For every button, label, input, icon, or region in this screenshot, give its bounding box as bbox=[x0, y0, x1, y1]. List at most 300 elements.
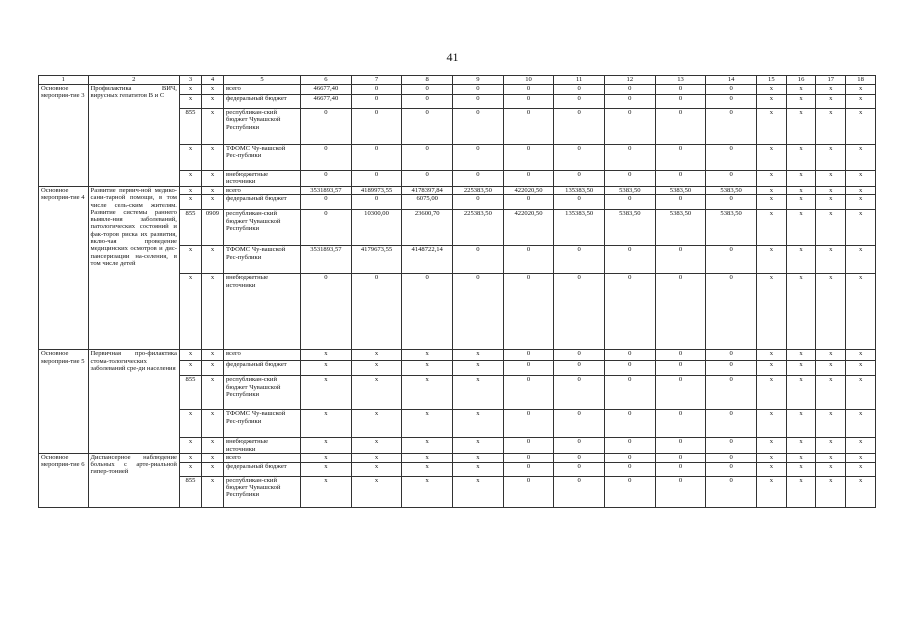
grbs-code: x bbox=[179, 195, 201, 210]
value-cell: 0 bbox=[554, 145, 605, 171]
value-cell: 0 bbox=[351, 145, 402, 171]
value-cell: 0 bbox=[655, 274, 706, 350]
value-cell: 0 bbox=[605, 476, 656, 507]
value-cell: 0 bbox=[554, 462, 605, 476]
value-cell: x bbox=[786, 410, 816, 438]
value-cell: x bbox=[351, 476, 402, 507]
value-cell: 0 bbox=[503, 195, 554, 210]
value-cell: 0 bbox=[706, 361, 757, 376]
grbs-code: 855 bbox=[179, 476, 201, 507]
value-cell: x bbox=[786, 95, 816, 109]
grbs-code: x bbox=[179, 361, 201, 376]
funding-source: ТФОМС Чу-вашской Рес-публики bbox=[223, 145, 300, 171]
value-cell: 0 bbox=[503, 410, 554, 438]
value-cell: 0 bbox=[503, 145, 554, 171]
value-cell: x bbox=[816, 210, 846, 246]
value-cell: x bbox=[756, 361, 786, 376]
value-cell: 0 bbox=[554, 171, 605, 187]
value-cell: 0 bbox=[706, 195, 757, 210]
value-cell: x bbox=[816, 453, 846, 462]
value-cell: x bbox=[786, 246, 816, 274]
header-row bbox=[39, 76, 876, 85]
value-cell: 5383,50 bbox=[706, 187, 757, 195]
measure-name: Основное мероприя-тие 3 bbox=[39, 85, 89, 187]
value-cell: 0 bbox=[453, 171, 504, 187]
value-cell: x bbox=[351, 361, 402, 376]
value-cell: 0 bbox=[453, 195, 504, 210]
value-cell: 6075,00 bbox=[402, 195, 453, 210]
value-cell: 0 bbox=[554, 95, 605, 109]
value-cell: 5383,50 bbox=[605, 187, 656, 195]
header-cell: 8 bbox=[402, 76, 453, 85]
measure-description: Первичная про-филактика стома-тологических заболеваний сре-ди населения bbox=[88, 350, 179, 454]
funding-source: федеральный бюджет bbox=[223, 95, 300, 109]
budget-table-container bbox=[38, 75, 876, 508]
section-code: x bbox=[201, 95, 223, 109]
value-cell: 0 bbox=[655, 476, 706, 507]
header-cell: 9 bbox=[453, 76, 504, 85]
header-cell: 7 bbox=[351, 76, 402, 85]
value-cell: x bbox=[756, 453, 786, 462]
value-cell: 0 bbox=[554, 85, 605, 95]
value-cell: 0 bbox=[605, 95, 656, 109]
grbs-code: x bbox=[179, 350, 201, 361]
value-cell: 0 bbox=[706, 350, 757, 361]
header-cell: 13 bbox=[655, 76, 706, 85]
value-cell: 0 bbox=[503, 376, 554, 410]
value-cell: 0 bbox=[605, 171, 656, 187]
value-cell: 0 bbox=[402, 274, 453, 350]
value-cell: 0 bbox=[554, 476, 605, 507]
value-cell: x bbox=[402, 462, 453, 476]
header-cell: 15 bbox=[756, 76, 786, 85]
section-code: x bbox=[201, 274, 223, 350]
value-cell: 0 bbox=[706, 246, 757, 274]
measure-name: Основное мероприя-тие 4 bbox=[39, 187, 89, 350]
value-cell: 4189973,55 bbox=[351, 187, 402, 195]
value-cell: 0 bbox=[655, 410, 706, 438]
header-cell: 12 bbox=[605, 76, 656, 85]
grbs-code: x bbox=[179, 453, 201, 462]
value-cell: x bbox=[351, 462, 402, 476]
value-cell: 0 bbox=[301, 195, 352, 210]
value-cell: x bbox=[846, 376, 876, 410]
funding-source: республикан-ский бюджет Чувашской Республики bbox=[223, 210, 300, 246]
budget-table-body bbox=[39, 76, 876, 508]
value-cell: x bbox=[786, 361, 816, 376]
value-cell: x bbox=[846, 453, 876, 462]
value-cell: x bbox=[453, 476, 504, 507]
value-cell: x bbox=[816, 109, 846, 145]
grbs-code: 855 bbox=[179, 376, 201, 410]
value-cell: 0 bbox=[453, 95, 504, 109]
value-cell: x bbox=[402, 350, 453, 361]
section-code: x bbox=[201, 462, 223, 476]
value-cell: 135383,50 bbox=[554, 210, 605, 246]
value-cell: x bbox=[846, 476, 876, 507]
value-cell: 0 bbox=[503, 95, 554, 109]
value-cell: 0 bbox=[605, 453, 656, 462]
value-cell: 0 bbox=[503, 109, 554, 145]
funding-source: федеральный бюджет bbox=[223, 462, 300, 476]
value-cell: x bbox=[351, 410, 402, 438]
funding-source: республикан-ский бюджет Чувашской Республики bbox=[223, 476, 300, 507]
section-code: 0909 bbox=[201, 210, 223, 246]
value-cell: x bbox=[756, 438, 786, 454]
value-cell: 0 bbox=[453, 274, 504, 350]
value-cell: 0 bbox=[706, 95, 757, 109]
value-cell: x bbox=[786, 462, 816, 476]
value-cell: 0 bbox=[605, 438, 656, 454]
value-cell: 0 bbox=[655, 85, 706, 95]
value-cell: 135383,50 bbox=[554, 187, 605, 195]
value-cell: x bbox=[816, 95, 846, 109]
value-cell: 0 bbox=[605, 145, 656, 171]
value-cell: 0 bbox=[655, 195, 706, 210]
value-cell: x bbox=[816, 410, 846, 438]
header-cell: 14 bbox=[706, 76, 757, 85]
measure-description: Профилактика ВИЧ, вирусных гепатитов В и С bbox=[88, 85, 179, 187]
value-cell: x bbox=[786, 476, 816, 507]
value-cell: x bbox=[301, 376, 352, 410]
funding-source: всего bbox=[223, 453, 300, 462]
value-cell: 0 bbox=[655, 246, 706, 274]
value-cell: 5383,50 bbox=[655, 187, 706, 195]
measure-description: Диспансерное наблюдение больных с арте-риальной гипер-тонией bbox=[88, 453, 179, 507]
value-cell: 0 bbox=[554, 438, 605, 454]
value-cell: 0 bbox=[554, 410, 605, 438]
value-cell: 0 bbox=[503, 246, 554, 274]
value-cell: x bbox=[816, 171, 846, 187]
value-cell: 3531893,57 bbox=[301, 187, 352, 195]
value-cell: x bbox=[846, 210, 876, 246]
value-cell: 0 bbox=[554, 361, 605, 376]
value-cell: 0 bbox=[554, 195, 605, 210]
value-cell: 0 bbox=[655, 376, 706, 410]
header-cell: 2 bbox=[88, 76, 179, 85]
value-cell: x bbox=[816, 85, 846, 95]
value-cell: 0 bbox=[351, 274, 402, 350]
value-cell: 0 bbox=[351, 109, 402, 145]
value-cell: 0 bbox=[605, 109, 656, 145]
value-cell: x bbox=[756, 410, 786, 438]
value-cell: 0 bbox=[605, 462, 656, 476]
funding-source: республикан-ский бюджет Чувашской Республики bbox=[223, 376, 300, 410]
value-cell: 0 bbox=[655, 109, 706, 145]
value-cell: x bbox=[816, 361, 846, 376]
value-cell: x bbox=[301, 438, 352, 454]
measure-name: Основное мероприя-тие 6 bbox=[39, 453, 89, 507]
value-cell: 5383,50 bbox=[655, 210, 706, 246]
value-cell: 0 bbox=[554, 453, 605, 462]
value-cell: 46677,40 bbox=[301, 95, 352, 109]
value-cell: 0 bbox=[655, 95, 706, 109]
value-cell: x bbox=[756, 246, 786, 274]
value-cell: 0 bbox=[605, 246, 656, 274]
value-cell: x bbox=[786, 453, 816, 462]
value-cell: x bbox=[756, 109, 786, 145]
value-cell: x bbox=[402, 438, 453, 454]
value-cell: 422020,50 bbox=[503, 210, 554, 246]
value-cell: x bbox=[301, 410, 352, 438]
value-cell: x bbox=[846, 187, 876, 195]
value-cell: x bbox=[846, 410, 876, 438]
section-code: x bbox=[201, 410, 223, 438]
grbs-code: x bbox=[179, 95, 201, 109]
value-cell: x bbox=[846, 171, 876, 187]
value-cell: 0 bbox=[402, 109, 453, 145]
funding-source: ТФОМС Чу-вашской Рес-публики bbox=[223, 246, 300, 274]
grbs-code: x bbox=[179, 145, 201, 171]
value-cell: 0 bbox=[605, 350, 656, 361]
value-cell: x bbox=[402, 476, 453, 507]
section-code: x bbox=[201, 438, 223, 454]
value-cell: 0 bbox=[503, 85, 554, 95]
funding-source: всего bbox=[223, 187, 300, 195]
value-cell: 0 bbox=[351, 85, 402, 95]
budget-table bbox=[38, 75, 876, 508]
header-cell: 1 bbox=[39, 76, 89, 85]
value-cell: x bbox=[756, 85, 786, 95]
value-cell: 0 bbox=[605, 361, 656, 376]
value-cell: 225383,50 bbox=[453, 187, 504, 195]
value-cell: x bbox=[786, 438, 816, 454]
value-cell: 0 bbox=[605, 274, 656, 350]
value-cell: 4178397,84 bbox=[402, 187, 453, 195]
header-cell: 16 bbox=[786, 76, 816, 85]
value-cell: 0 bbox=[351, 95, 402, 109]
value-cell: 225383,50 bbox=[453, 210, 504, 246]
value-cell: x bbox=[756, 376, 786, 410]
section-code: x bbox=[201, 85, 223, 95]
grbs-code: x bbox=[179, 410, 201, 438]
value-cell: x bbox=[816, 246, 846, 274]
value-cell: 0 bbox=[605, 410, 656, 438]
grbs-code: 855 bbox=[179, 109, 201, 145]
header-cell: 5 bbox=[223, 76, 300, 85]
value-cell: 0 bbox=[301, 210, 352, 246]
value-cell: 0 bbox=[402, 145, 453, 171]
value-cell: 4148722,14 bbox=[402, 246, 453, 274]
section-code: x bbox=[201, 246, 223, 274]
value-cell: 0 bbox=[554, 350, 605, 361]
value-cell: x bbox=[351, 376, 402, 410]
value-cell: 0 bbox=[706, 476, 757, 507]
header-cell: 6 bbox=[301, 76, 352, 85]
value-cell: x bbox=[786, 85, 816, 95]
value-cell: x bbox=[756, 95, 786, 109]
value-cell: 0 bbox=[706, 438, 757, 454]
value-cell: 0 bbox=[655, 453, 706, 462]
section-code: x bbox=[201, 476, 223, 507]
value-cell: x bbox=[786, 195, 816, 210]
value-cell: 0 bbox=[402, 95, 453, 109]
grbs-code: x bbox=[179, 246, 201, 274]
value-cell: 5383,50 bbox=[605, 210, 656, 246]
value-cell: 0 bbox=[503, 453, 554, 462]
value-cell: x bbox=[756, 210, 786, 246]
section-code: x bbox=[201, 350, 223, 361]
value-cell: 10300,00 bbox=[351, 210, 402, 246]
value-cell: 0 bbox=[706, 171, 757, 187]
table-row bbox=[39, 453, 876, 462]
value-cell: 0 bbox=[706, 462, 757, 476]
value-cell: 422020,50 bbox=[503, 187, 554, 195]
value-cell: 0 bbox=[605, 85, 656, 95]
section-code: x bbox=[201, 171, 223, 187]
value-cell: 0 bbox=[605, 376, 656, 410]
value-cell: 0 bbox=[301, 109, 352, 145]
value-cell: x bbox=[816, 438, 846, 454]
value-cell: 0 bbox=[503, 476, 554, 507]
value-cell: x bbox=[453, 361, 504, 376]
grbs-code: x bbox=[179, 274, 201, 350]
value-cell: x bbox=[301, 462, 352, 476]
value-cell: x bbox=[301, 453, 352, 462]
value-cell: 0 bbox=[503, 361, 554, 376]
value-cell: 0 bbox=[402, 85, 453, 95]
value-cell: x bbox=[816, 462, 846, 476]
header-cell: 11 bbox=[554, 76, 605, 85]
value-cell: 0 bbox=[503, 350, 554, 361]
value-cell: x bbox=[756, 187, 786, 195]
section-code: x bbox=[201, 361, 223, 376]
value-cell: x bbox=[301, 476, 352, 507]
value-cell: 0 bbox=[301, 274, 352, 350]
section-code: x bbox=[201, 145, 223, 171]
value-cell: x bbox=[816, 350, 846, 361]
value-cell: x bbox=[453, 453, 504, 462]
value-cell: x bbox=[846, 350, 876, 361]
value-cell: x bbox=[786, 210, 816, 246]
value-cell: 0 bbox=[554, 246, 605, 274]
funding-source: федеральный бюджет bbox=[223, 361, 300, 376]
value-cell: x bbox=[786, 274, 816, 350]
value-cell: x bbox=[846, 195, 876, 210]
value-cell: x bbox=[816, 476, 846, 507]
header-cell: 18 bbox=[846, 76, 876, 85]
value-cell: 0 bbox=[706, 376, 757, 410]
value-cell: x bbox=[846, 438, 876, 454]
value-cell: x bbox=[402, 376, 453, 410]
value-cell: x bbox=[786, 109, 816, 145]
value-cell: 0 bbox=[301, 171, 352, 187]
value-cell: x bbox=[453, 462, 504, 476]
value-cell: x bbox=[786, 350, 816, 361]
value-cell: 0 bbox=[554, 376, 605, 410]
measure-name: Основное мероприя-тие 5 bbox=[39, 350, 89, 454]
header-cell: 10 bbox=[503, 76, 554, 85]
value-cell: 0 bbox=[706, 410, 757, 438]
value-cell: 0 bbox=[554, 109, 605, 145]
header-cell: 3 bbox=[179, 76, 201, 85]
value-cell: x bbox=[453, 438, 504, 454]
value-cell: 0 bbox=[402, 171, 453, 187]
value-cell: x bbox=[846, 109, 876, 145]
value-cell: x bbox=[301, 350, 352, 361]
value-cell: x bbox=[846, 462, 876, 476]
value-cell: 46677,40 bbox=[301, 85, 352, 95]
grbs-code: x bbox=[179, 171, 201, 187]
section-code: x bbox=[201, 376, 223, 410]
grbs-code: x bbox=[179, 438, 201, 454]
value-cell: x bbox=[756, 145, 786, 171]
page-number: 41 bbox=[446, 50, 459, 64]
funding-source: внебюджетные источники bbox=[223, 438, 300, 454]
value-cell: 0 bbox=[453, 246, 504, 274]
measure-description: Развитие первич-ной медико-сани-тарной помощи, в том числе сель-ским жителям. Развитие системы раннего выявле-ния заболеваний, патологических состояний и фак-торов риска их развития, вклю-чая проведение медицинских осмотров и дис-пансеризации на-селения, в том числе детей bbox=[88, 187, 179, 350]
value-cell: x bbox=[351, 453, 402, 462]
value-cell: x bbox=[756, 274, 786, 350]
funding-source: внебюджетные источники bbox=[223, 274, 300, 350]
value-cell: 5383,50 bbox=[706, 210, 757, 246]
value-cell: x bbox=[402, 361, 453, 376]
value-cell: x bbox=[846, 95, 876, 109]
value-cell: x bbox=[816, 187, 846, 195]
value-cell: 0 bbox=[503, 274, 554, 350]
value-cell: x bbox=[756, 462, 786, 476]
header-cell: 17 bbox=[816, 76, 846, 85]
value-cell: 0 bbox=[655, 462, 706, 476]
value-cell: 0 bbox=[655, 361, 706, 376]
value-cell: x bbox=[402, 453, 453, 462]
value-cell: 0 bbox=[655, 145, 706, 171]
value-cell: 0 bbox=[453, 145, 504, 171]
value-cell: x bbox=[453, 376, 504, 410]
section-code: x bbox=[201, 109, 223, 145]
value-cell: 0 bbox=[706, 145, 757, 171]
value-cell: x bbox=[351, 350, 402, 361]
value-cell: x bbox=[786, 376, 816, 410]
value-cell: 0 bbox=[453, 85, 504, 95]
value-cell: x bbox=[351, 438, 402, 454]
value-cell: x bbox=[846, 145, 876, 171]
value-cell: 0 bbox=[706, 274, 757, 350]
value-cell: x bbox=[786, 171, 816, 187]
value-cell: x bbox=[786, 187, 816, 195]
value-cell: 0 bbox=[655, 350, 706, 361]
value-cell: 0 bbox=[554, 274, 605, 350]
value-cell: x bbox=[301, 361, 352, 376]
value-cell: x bbox=[756, 171, 786, 187]
value-cell: x bbox=[846, 361, 876, 376]
grbs-code: x bbox=[179, 187, 201, 195]
value-cell: x bbox=[816, 274, 846, 350]
value-cell: 0 bbox=[503, 462, 554, 476]
value-cell: x bbox=[816, 376, 846, 410]
value-cell: 0 bbox=[706, 85, 757, 95]
value-cell: 0 bbox=[453, 109, 504, 145]
funding-source: внебюджетные источники bbox=[223, 171, 300, 187]
section-code: x bbox=[201, 195, 223, 210]
value-cell: x bbox=[756, 476, 786, 507]
value-cell: 0 bbox=[503, 171, 554, 187]
value-cell: 0 bbox=[655, 438, 706, 454]
table-row bbox=[39, 85, 876, 95]
value-cell: x bbox=[453, 410, 504, 438]
funding-source: ТФОМС Чу-вашской Рес-публики bbox=[223, 410, 300, 438]
value-cell: x bbox=[846, 246, 876, 274]
funding-source: федеральный бюджет bbox=[223, 195, 300, 210]
value-cell: 3531893,57 bbox=[301, 246, 352, 274]
value-cell: 0 bbox=[301, 145, 352, 171]
header-cell: 4 bbox=[201, 76, 223, 85]
value-cell: 0 bbox=[706, 453, 757, 462]
funding-source: всего bbox=[223, 85, 300, 95]
table-row bbox=[39, 187, 876, 195]
value-cell: x bbox=[846, 274, 876, 350]
value-cell: 0 bbox=[351, 171, 402, 187]
